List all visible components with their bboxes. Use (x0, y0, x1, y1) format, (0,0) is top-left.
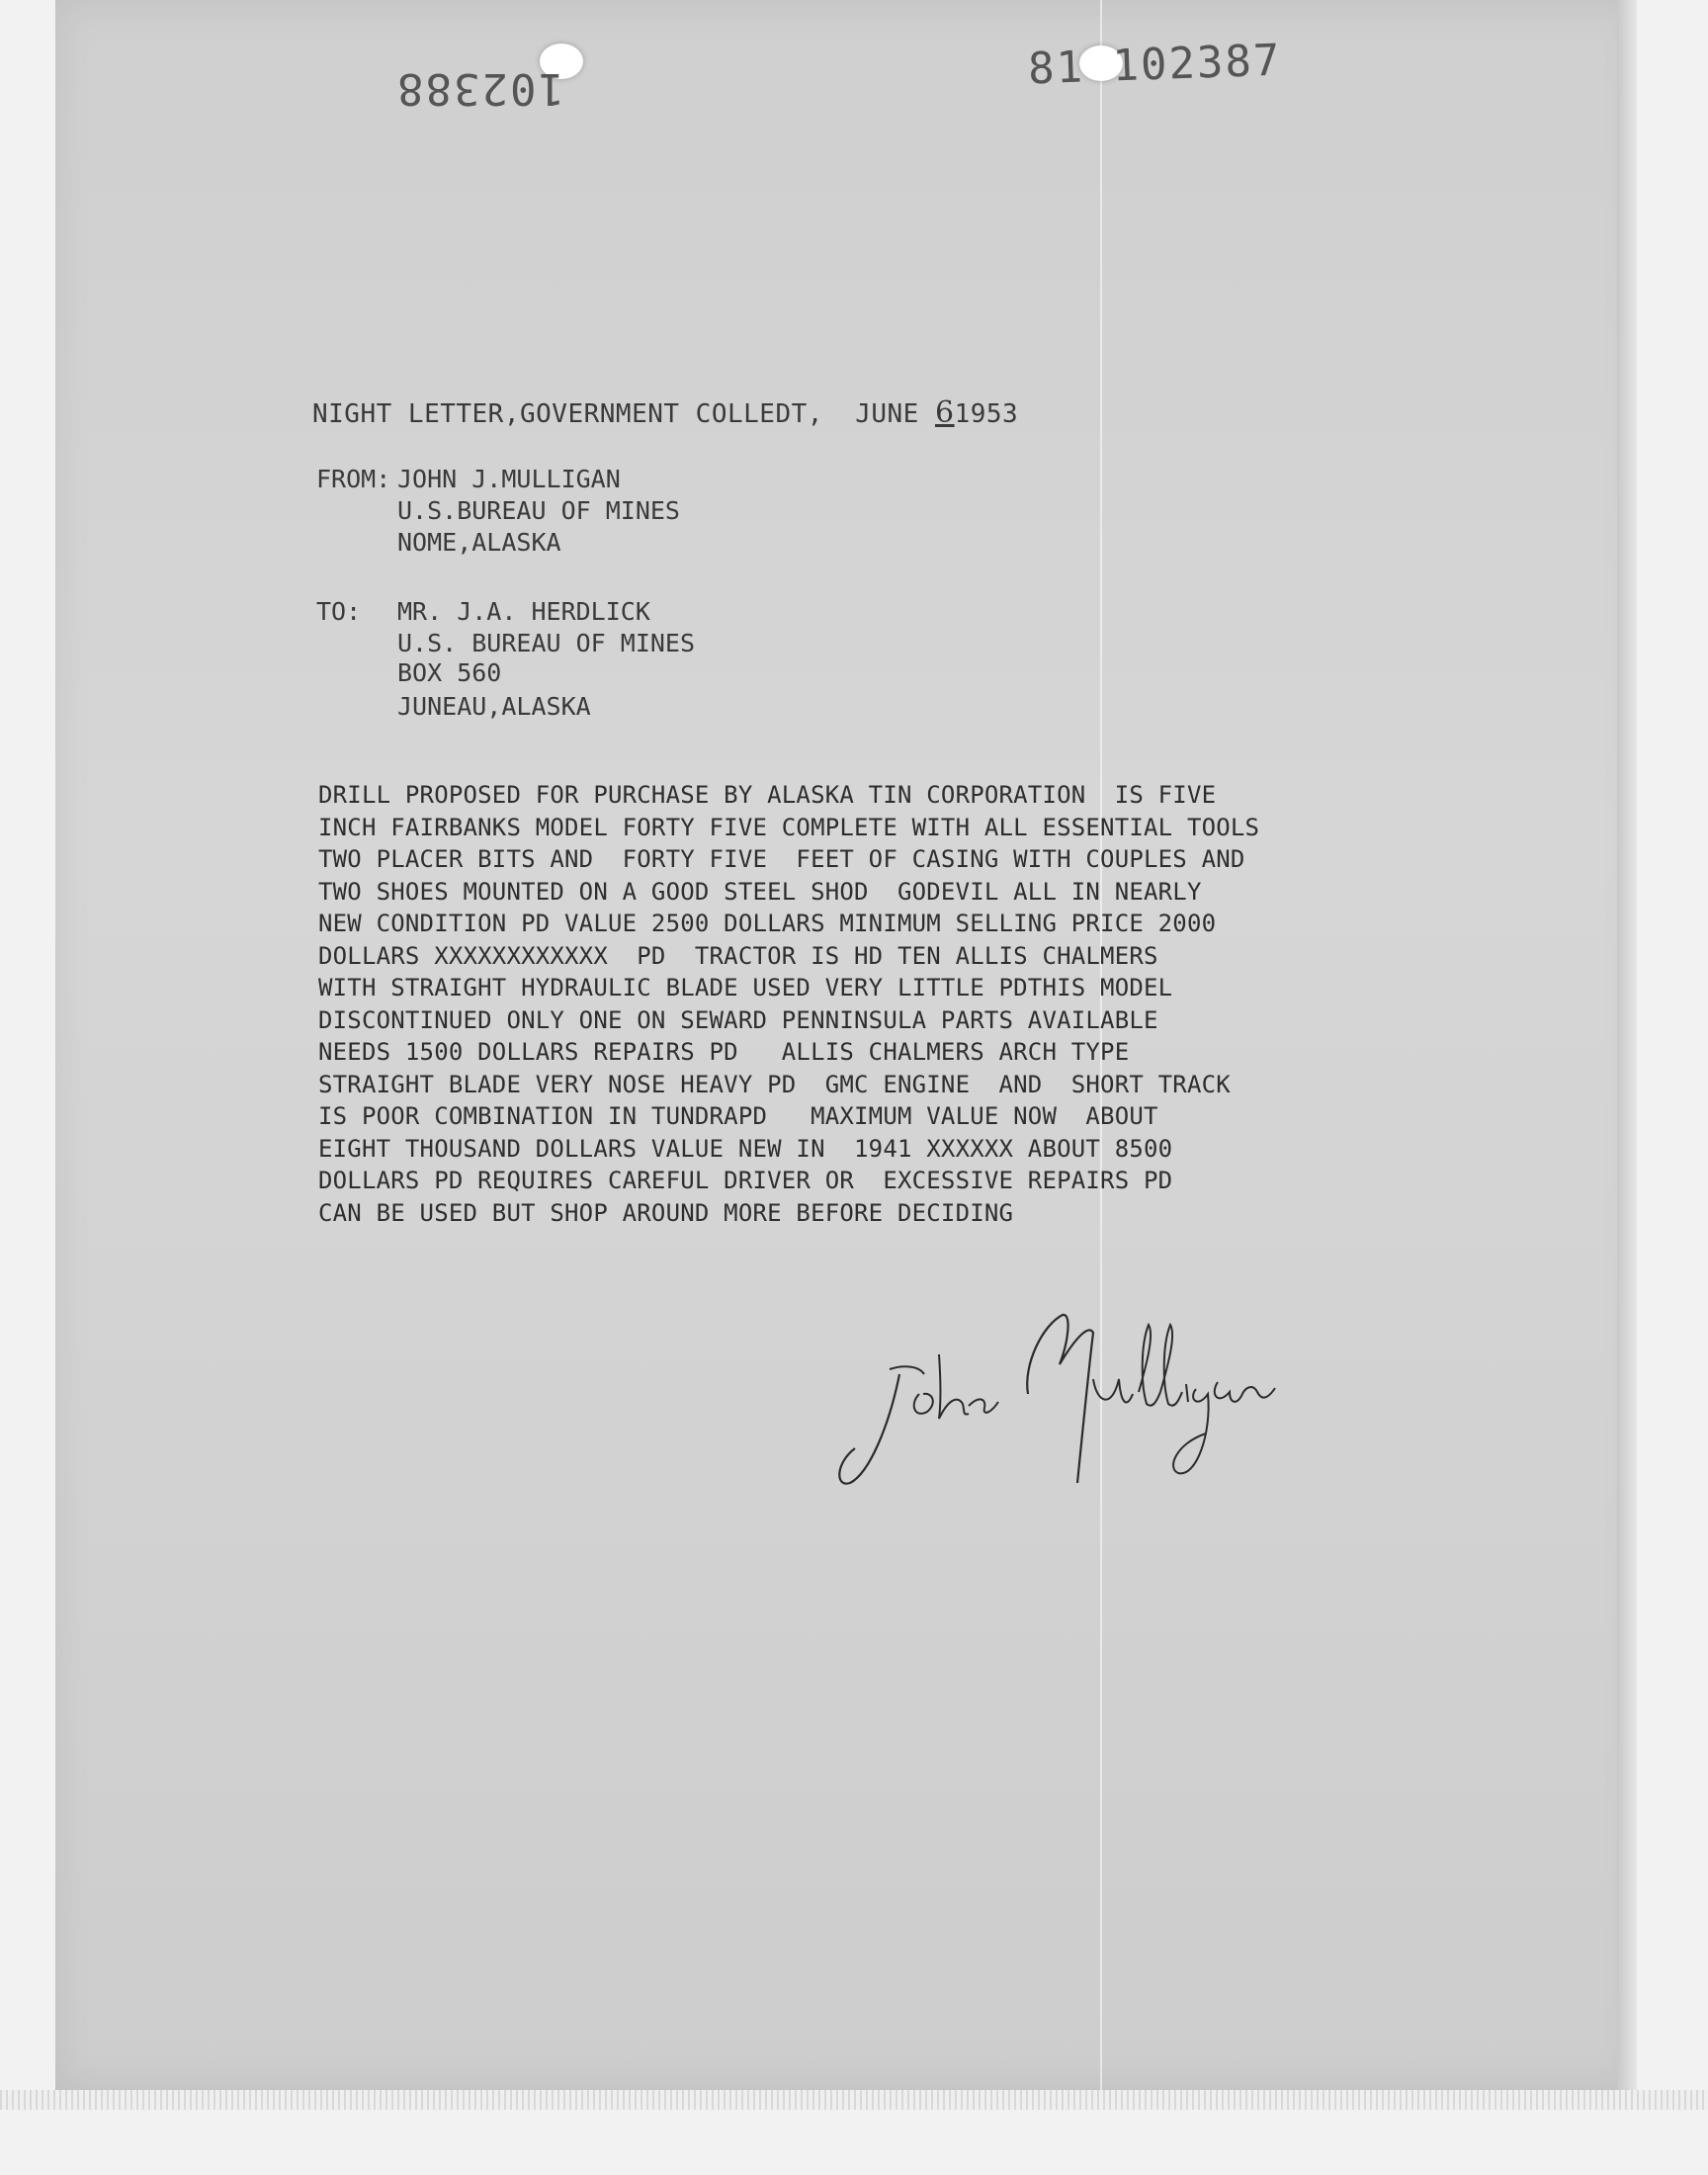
to-label: TO: (316, 597, 362, 626)
body-line: DRILL PROPOSED FOR PURCHASE BY ALASKA TIN CORPORATION IS FIVE (318, 781, 1217, 809)
to-line: MR. J.A. HERDLICK (397, 597, 650, 626)
header-year: 1953 (954, 399, 1019, 429)
body-line: NEEDS 1500 DOLLARS REPAIRS PD ALLIS CHALMERS ARCH TYPE (318, 1038, 1130, 1066)
body-line: INCH FAIRBANKS MODEL FORTY FIVE COMPLETE WITH ALL ESSENTIAL TOOLS (318, 813, 1260, 841)
body-line: TWO SHOES MOUNTED ON A GOOD STEEL SHOD GODEVIL ALL IN NEARLY (318, 877, 1202, 906)
body-line: CAN BE USED BUT SHOP AROUND MORE BEFORE DECIDING (318, 1198, 1014, 1227)
from-line: NOME,ALASKA (397, 528, 561, 557)
page-right-edge (1617, 0, 1637, 2090)
body-line: STRAIGHT BLADE VERY NOSE HEAVY PD GMC ENGINE AND SHORT TRACK (318, 1070, 1231, 1098)
stamp-number-right: 81 102387 (1027, 35, 1283, 95)
to-line: BOX 560 (397, 658, 502, 687)
to-line: U.S. BUREAU OF MINES (397, 629, 696, 657)
from-line: U.S.BUREAU OF MINES (397, 496, 680, 525)
body-line: EIGHT THOUSAND DOLLARS VALUE NEW IN 1941 XXXXXX ABOUT 8500 (318, 1134, 1173, 1163)
header-day: 6 (934, 395, 955, 430)
handwritten-signature (830, 1285, 1324, 1503)
body-line: DISCONTINUED ONLY ONE ON SEWARD PENNINSULA PARTS AVAILABLE (318, 1005, 1158, 1034)
telegram-header (312, 395, 1018, 430)
from-label: FROM: (316, 465, 391, 493)
body-line: WITH STRAIGHT HYDRAULIC BLADE USED VERY LITTLE PDTHIS MODEL (318, 974, 1173, 1001)
telegram-body (318, 779, 1425, 1229)
body-line: IS POOR COMBINATION IN TUNDRAPD MAXIMUM VALUE NOW ABOUT (318, 1102, 1158, 1130)
body-line: DOLLARS XXXXXXXXXXXX PD TRACTOR IS HD TEN ALLIS CHALMERS (318, 941, 1158, 970)
scanner-bottom-strip (0, 2090, 1708, 2110)
body-line: NEW CONDITION PD VALUE 2500 DOLLARS MINIMUM SELLING PRICE 2000 (318, 910, 1217, 937)
from-name: JOHN J.MULLIGAN (397, 465, 621, 493)
body-line: TWO PLACER BITS AND FORTY FIVE FEET OF CASING WITH COUPLES AND (318, 845, 1245, 873)
to-line: JUNEAU,ALASKA (397, 692, 591, 721)
header-text: NIGHT LETTER,GOVERNMENT COLLEDT, JUNE (312, 399, 935, 429)
body-line: DOLLARS PD REQUIRES CAREFUL DRIVER OR EXCESSIVE REPAIRS PD (318, 1167, 1173, 1194)
stamp-number-left: 102388 (395, 63, 564, 114)
